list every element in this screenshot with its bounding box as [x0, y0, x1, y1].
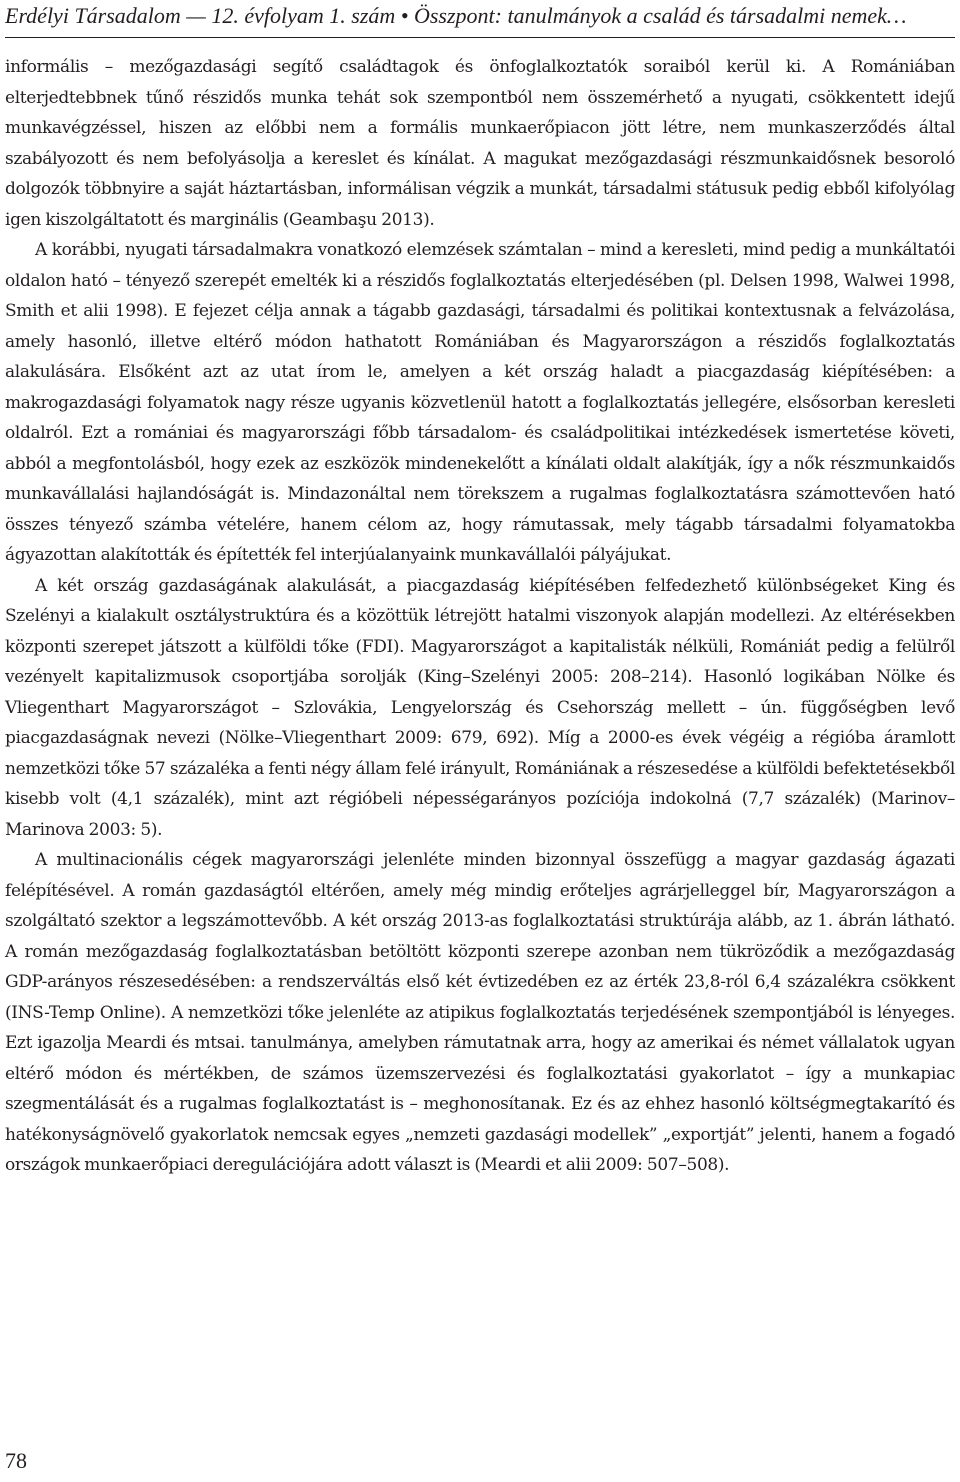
paragraph-1: informális – mezőgazdasági segítő családtagok és önfoglalkoztatók soraiból kerül ki. A Romániában elterjedtebbnek tűnő részidős munka tehát sok szempontból nem összemérhető a nyugati, csökkentett idejű munkavégzéssel, hiszen az előbbi nem a formális munkaerőpiacon jött létre, nem munkaszerződés által szabályozott és nem befolyásolja a kereslet és kínálat. A magukat mezőgazdasági részmunkaidősnek besoroló dolgozók többnyire a saját háztartásban, informálisan végzik a munkát, társadalmi státusuk pedig ebből kifolyólag igen kiszolgáltatott és marginális (Geambaşu 2013).: [5, 57, 955, 230]
paragraph-3: A két ország gazdaságának alakulását, a piacgazdaság kiépítésében felfedezhető különbségeket King és Szelényi a kialakult osztálystruktúra és a közöttük létrejött hatalmi viszonyok alapján modellezi. Az eltérésekben központi szerepet játszott a külföldi tőke (FDI). Magyarországot a kapitalisták nélküli, Romániát pedig a felülről vezényelt kapitalizmusok csoportjába sorolják (King–Szelényi 2005: 208–214). Hasonló logikában Nölke és Vliegenthart Magyarországot – Szlovákia, Lengyelország és Csehország mellett – ún. függőségben levő piacgazdaságnak nevezi (Nölke–Vliegenthart 2009: 679, 692). Míg a 2000-es évek végéig a régióba áramlott nemzetközi tőke 57 százaléka a fenti négy állam felé irányult, Romániának a részesedése a külföldi befektetésekből kisebb volt (4,1 százalék), mint azt régióbeli népességarányos pozíciója indokolná (7,7 százalék) (Marinov–Marinova 2003: 5).: [5, 575, 955, 840]
paragraph-2: A korábbi, nyugati társadalmakra vonatkozó elemzések számtalan – mind a keresleti, mind pedig a munkáltatói oldalon ható – tényező szerepét emelték ki a részidős foglalkoztatás elterjedésében (pl. Delsen 1998, Walwei 1998, Smith et alii 1998). E fejezet célja annak a tágabb gazdasági, társadalmi és politikai kontextusnak a felvázolása, amely hasonló, illetve eltérő módon hathatott Romániában és Magyarországon a részidős foglalkoztatás alakulására. Elsőként azt az utat írom le, amelyen a két ország haladt a piacgazdaság kiépítésében: a makrogazdasági folyamatok nagy része ugyanis közvetlenül hatott a foglalkoztatás jellegére, elsősorban keresleti oldalról. Ezt a romániai és magyarországi főbb társadalom- és családpolitikai intézkedések ismertetése követi, abból a megfontolásból, hogy ezek az eszközök mindenekelőtt a kínálati oldalt alakítják, így a nők részmunkaidős munkavállalási hajlandóságát is. Mindazonáltal nem törekszem a rugalmas foglalkoztatásra számottevően ható összes tényező számba vételére, hanem célom az, hogy rámutassak, mely tágabb társadalmi folyamatokba ágyazottan alakították és építették fel interjúalanyaink munkavállalói pályájukat.: [5, 240, 955, 565]
running-header: Erdélyi Társadalom — 12. évfolyam 1. szám • Összpont: tanulmányok a család és társadalmi nemek…: [5, 3, 907, 28]
paragraph-4: A multinacionális cégek magyarországi jelenléte minden bizonnyal összefügg a magyar gazdaság ágazati felépítésével. A román gazdaságtól eltérően, amely még mindig erőteljes agrárjelleggel bír, Magyarországon a szolgáltató szektor a legszámottevőbb. A két ország 2013-as foglalkoztatási struktúrája alább, az 1. ábrán látható. A román mezőgazdaság foglalkoztatásban betöltött központi szerepe azonban nem tükröződik a mezőgazdaság GDP-arányos részesedésében: a rendszerváltás első két évtizedében ez az érték 23,8-ról 6,4 százalékra csökkent (INS-Temp Online). A nemzetközi tőke jelenléte az atipikus foglalkoztatás terjedésének szempontjából is lényeges. Ezt igazolja Meardi és mtsai. tanulmánya, amelyben rámutatnak arra, hogy az amerikai és német vállalatok ugyan eltérő módon és mértékben, de számos üzemszervezési és foglalkoztatási gyakorlatot – így a munkapiac szegmentálását és a rugalmas foglalkoztatást is – meghonosítanak. Ez és az ehhez hasonló költségmegtakarító és hatékonyságnövelő gyakorlatok nemcsak egyes „nemzeti gazdasági modellek” „exportját” jelenti, hanem a fogadó országok munkaerőpiaci deregulációjára adott választ is (Meardi et alii 2009: 507–508).: [5, 850, 955, 1175]
body-text: [5, 52, 955, 1181]
page-number: 78: [5, 1448, 27, 1473]
header-rule: [5, 37, 955, 38]
